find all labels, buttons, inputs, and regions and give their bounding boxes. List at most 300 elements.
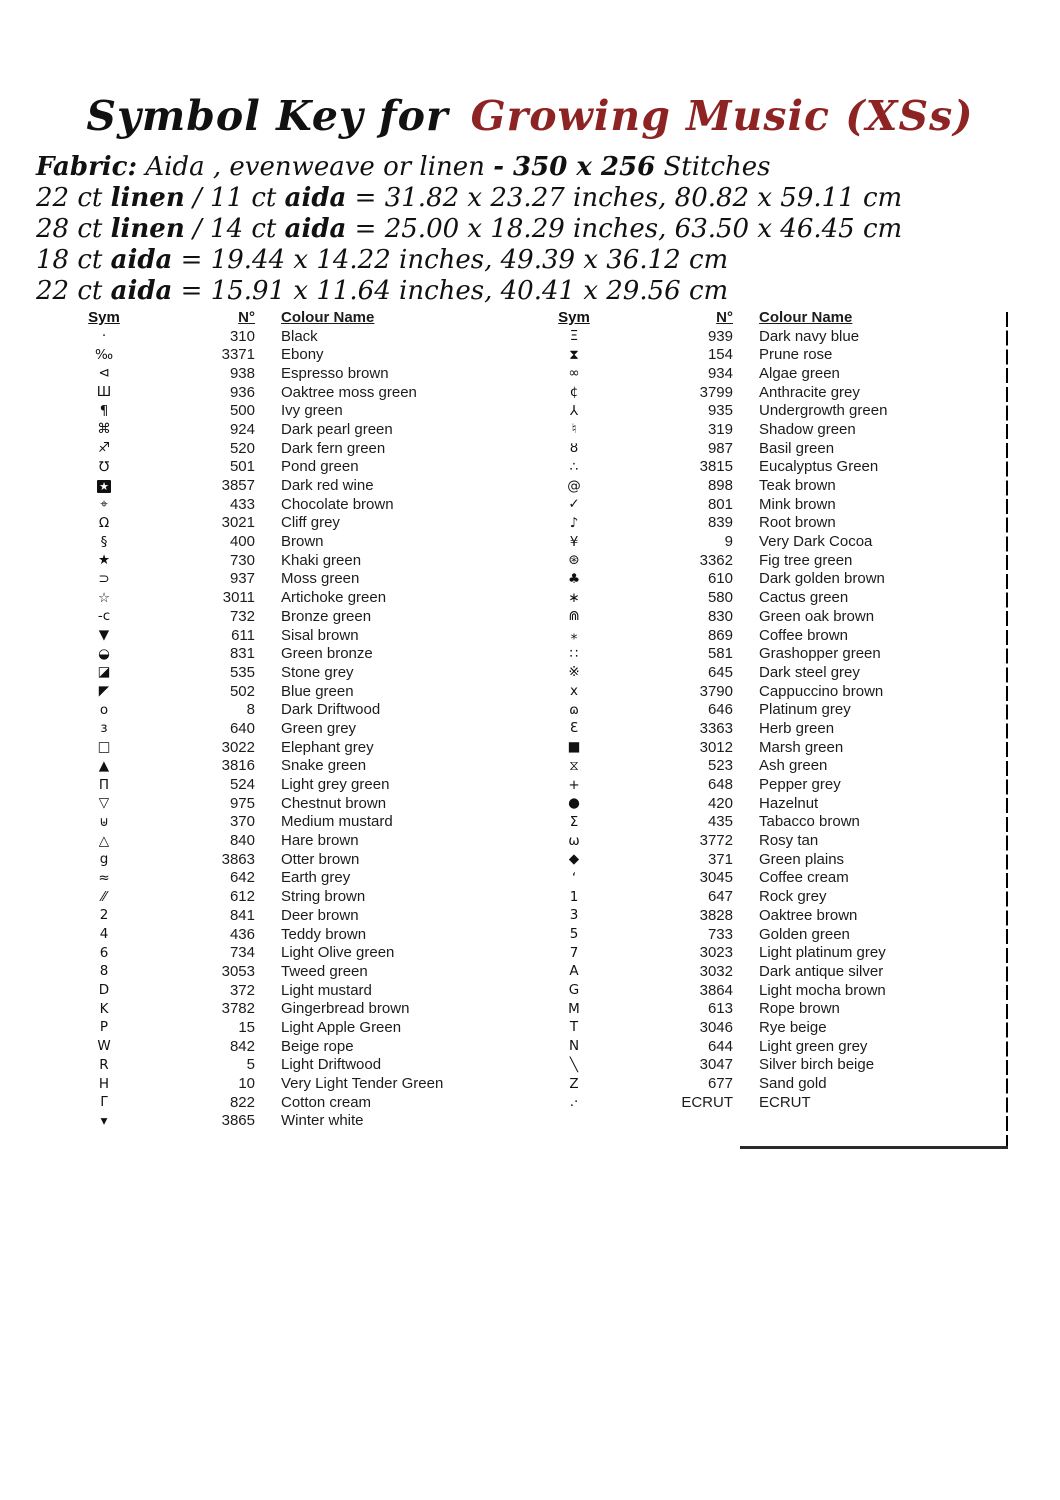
- table-row: [545, 831, 1000, 850]
- symbol-glyph: △: [98, 832, 110, 849]
- table-row: [545, 943, 1000, 962]
- symbol-glyph: ⅄: [569, 402, 579, 419]
- thread-number: 8: [246, 701, 255, 719]
- symbol-glyph: ◪: [97, 664, 111, 681]
- table-row: [545, 588, 1000, 607]
- table-row: [545, 1074, 1000, 1093]
- thread-number: 610: [707, 570, 733, 588]
- colour-name: Rope brown: [759, 1000, 840, 1018]
- colour-name: Sisal brown: [281, 626, 359, 644]
- table-row: [75, 495, 515, 514]
- table-row: [545, 1093, 1000, 1112]
- symbol-glyph: ⊃: [98, 570, 110, 587]
- colour-name: Beige rope: [281, 1037, 354, 1055]
- header-colour-name: Colour Name: [281, 308, 375, 326]
- colour-name: Tabacco brown: [759, 813, 860, 831]
- thread-number: 580: [707, 589, 733, 607]
- colour-name: Hare brown: [281, 832, 359, 850]
- thread-number: 154: [707, 346, 733, 364]
- thread-number: 523: [707, 757, 733, 775]
- table-row: [545, 532, 1000, 551]
- colour-name: Earth grey: [281, 869, 351, 887]
- table-row: [545, 700, 1000, 719]
- thread-number: 3772: [699, 832, 733, 850]
- symbol-glyph: ʻ: [571, 869, 577, 886]
- symbol-glyph: ●: [568, 795, 580, 812]
- colour-name: Oaktree moss green: [281, 383, 417, 401]
- table-row: [75, 1093, 515, 1112]
- symbol-glyph: ♪: [569, 514, 579, 531]
- thread-number: 3362: [699, 551, 733, 569]
- symbol-glyph: ▾: [100, 1112, 108, 1129]
- symbol-key-table-right: [545, 308, 1000, 1112]
- colour-name: Dark steel grey: [759, 663, 860, 681]
- symbol-glyph: 3: [569, 907, 579, 924]
- thread-number: 3032: [699, 962, 733, 980]
- table-right-border: [1006, 312, 1008, 1148]
- thread-number: 433: [229, 495, 255, 513]
- symbol-glyph: ★: [97, 552, 111, 569]
- colour-name: Green bronze: [281, 645, 373, 663]
- table-row: [545, 401, 1000, 420]
- symbol-glyph: 7: [569, 944, 579, 961]
- thread-number: 520: [229, 439, 255, 457]
- symbol-glyph: 8: [99, 963, 109, 980]
- colour-name: Blue green: [281, 682, 354, 700]
- colour-name: Ebony: [281, 346, 324, 364]
- colour-name: Medium mustard: [281, 813, 393, 831]
- table-row: [75, 682, 515, 701]
- colour-name: Golden green: [759, 925, 850, 943]
- symbol-glyph: H: [98, 1075, 110, 1092]
- symbol-glyph: ⊲: [98, 365, 110, 382]
- table-row: [545, 869, 1000, 888]
- table-row: [75, 364, 515, 383]
- colour-name: Moss green: [281, 570, 360, 588]
- table-row: [75, 906, 515, 925]
- thread-number: 3046: [699, 1018, 733, 1036]
- symbol-glyph: ℧: [98, 458, 110, 475]
- symbol-glyph: W: [97, 1038, 111, 1055]
- thread-number: ECRUT: [681, 1093, 733, 1111]
- thread-number: 3864: [699, 981, 733, 999]
- colour-name: Marsh green: [759, 738, 844, 756]
- thread-number: 500: [229, 402, 255, 420]
- colour-name: Pond green: [281, 458, 359, 476]
- symbol-glyph: 2: [99, 907, 109, 924]
- colour-name: Light Apple Green: [281, 1018, 402, 1036]
- colour-name: Tweed green: [281, 962, 368, 980]
- thread-number: 938: [229, 364, 255, 382]
- table-row: [545, 327, 1000, 346]
- table-row: [545, 644, 1000, 663]
- colour-name: Undergrowth green: [759, 402, 888, 420]
- colour-name: Rosy tan: [759, 832, 819, 850]
- table-row: [75, 626, 515, 645]
- colour-name: Basil green: [759, 439, 835, 457]
- colour-name: Black: [281, 327, 318, 345]
- table-row: [75, 458, 515, 477]
- symbol-glyph: ⊛: [568, 552, 580, 569]
- symbol-glyph: ✓: [568, 496, 580, 513]
- thread-number: 842: [229, 1037, 255, 1055]
- symbol-glyph: ♮: [571, 421, 577, 438]
- table-row: [545, 570, 1000, 589]
- thread-number: 10: [238, 1075, 255, 1093]
- thread-number: 732: [229, 607, 255, 625]
- table-row: [75, 1074, 515, 1093]
- colour-name: Dark red wine: [281, 477, 374, 495]
- symbol-glyph: ∴: [569, 458, 579, 475]
- thread-number: 3815: [699, 458, 733, 476]
- table-row: [75, 700, 515, 719]
- colour-name: Dark pearl green: [281, 420, 393, 438]
- thread-number: 730: [229, 551, 255, 569]
- colour-name: Light mustard: [281, 981, 372, 999]
- symbol-glyph: -c: [97, 608, 111, 625]
- table-row: [75, 1037, 515, 1056]
- symbol-glyph: ◤: [98, 683, 110, 700]
- thread-number: 733: [707, 925, 733, 943]
- page-title: [0, 92, 1060, 140]
- thread-number: 420: [707, 794, 733, 812]
- symbol-glyph: ⋒: [568, 608, 580, 625]
- thread-number: 3371: [221, 346, 255, 364]
- colour-name: Fig tree green: [759, 551, 853, 569]
- thread-number: 535: [229, 663, 255, 681]
- symbol-glyph: ∷: [569, 645, 579, 662]
- table-row: [545, 906, 1000, 925]
- table-row: [75, 813, 515, 832]
- header-sym: Sym: [88, 308, 120, 326]
- colour-name: Ivy green: [281, 402, 343, 420]
- thread-number: 647: [707, 888, 733, 906]
- symbol-glyph: ¢: [569, 384, 579, 401]
- table-row: [75, 962, 515, 981]
- symbol-glyph: ☆: [97, 589, 111, 606]
- thread-number: 3363: [699, 719, 733, 737]
- thread-number: 3053: [221, 962, 255, 980]
- table-body-left: [75, 327, 515, 1131]
- symbol-glyph: ∞: [568, 365, 580, 382]
- table-row: [75, 345, 515, 364]
- symbol-glyph: Z: [569, 1075, 579, 1092]
- symbol-glyph: ω: [568, 832, 580, 849]
- colour-name: Light mocha brown: [759, 981, 886, 999]
- table-row: [75, 831, 515, 850]
- table-row: [545, 458, 1000, 477]
- colour-name: Chocolate brown: [281, 495, 394, 513]
- table-row: [75, 532, 515, 551]
- table-row: [75, 401, 515, 420]
- thread-number: 939: [707, 327, 733, 345]
- colour-name: Green grey: [281, 719, 357, 737]
- symbol-glyph: M: [568, 1000, 580, 1017]
- colour-name: Light platinum grey: [759, 944, 886, 962]
- colour-name: Brown: [281, 533, 324, 551]
- colour-name: Root brown: [759, 514, 836, 532]
- colour-name: String brown: [281, 888, 366, 906]
- thread-number: 3865: [221, 1112, 255, 1130]
- thread-number: 987: [707, 439, 733, 457]
- colour-name: Teddy brown: [281, 925, 367, 943]
- symbol-glyph: A: [569, 963, 579, 980]
- table-body-right: [545, 327, 1000, 1112]
- colour-name: Deer brown: [281, 906, 359, 924]
- symbol-glyph: o: [99, 701, 109, 718]
- symbol-glyph: N: [568, 1038, 580, 1055]
- table-row: [75, 850, 515, 869]
- thread-number: 435: [707, 813, 733, 831]
- colour-name: Snake green: [281, 757, 367, 775]
- colour-name: Khaki green: [281, 551, 362, 569]
- thread-number: 613: [707, 1000, 733, 1018]
- table-row: [545, 719, 1000, 738]
- thread-number: 400: [229, 533, 255, 551]
- table-row: [75, 925, 515, 944]
- symbol-glyph: ⌘: [97, 421, 111, 438]
- table-row: [75, 588, 515, 607]
- symbol-glyph: ⊎: [99, 813, 109, 830]
- fabric-line: 18 ct aida = 19.44 x 14.22 inches, 49.39 x 36.12 cm: [36, 245, 729, 275]
- colour-name: Green plains: [759, 850, 845, 868]
- table-row: [75, 943, 515, 962]
- thread-number: 9: [724, 533, 733, 551]
- table-row: [545, 981, 1000, 1000]
- colour-name: Shadow green: [759, 420, 856, 438]
- colour-name: Gingerbread brown: [281, 1000, 410, 1018]
- table-row: [75, 383, 515, 402]
- symbol-glyph: ◆: [568, 851, 580, 868]
- symbol-glyph: Ω: [98, 514, 110, 531]
- thread-number: 15: [238, 1018, 255, 1036]
- colour-name: Coffee brown: [759, 626, 848, 644]
- thread-number: 3799: [699, 383, 733, 401]
- thread-number: 502: [229, 682, 255, 700]
- table-row: [75, 738, 515, 757]
- thread-number: 3816: [221, 757, 255, 775]
- symbol-glyph: P: [99, 1019, 109, 1036]
- thread-number: 581: [707, 645, 733, 663]
- header-sym: Sym: [558, 308, 590, 326]
- colour-name: Prune rose: [759, 346, 833, 364]
- thread-number: 677: [707, 1075, 733, 1093]
- thread-number: 935: [707, 402, 733, 420]
- table-row: [75, 1112, 515, 1131]
- colour-name: Espresso brown: [281, 364, 389, 382]
- colour-name: Coffee cream: [759, 869, 849, 887]
- fabric-line: 28 ct linen / 14 ct aida = 25.00 x 18.29 inches, 63.50 x 46.45 cm: [36, 214, 903, 244]
- colour-name: Cotton cream: [281, 1093, 372, 1111]
- colour-name: Light green grey: [759, 1037, 868, 1055]
- thread-number: 801: [707, 495, 733, 513]
- header-colour-name: Colour Name: [759, 308, 853, 326]
- colour-name: Light grey green: [281, 776, 390, 794]
- title-pattern-name: Growing Music (XSs): [470, 92, 974, 140]
- symbol-glyph: ⧖: [569, 757, 579, 774]
- thread-number: 371: [707, 850, 733, 868]
- thread-number: 644: [707, 1037, 733, 1055]
- thread-number: 310: [229, 327, 255, 345]
- colour-name: Light Driftwood: [281, 1056, 382, 1074]
- table-row: [545, 420, 1000, 439]
- symbol-glyph: §: [100, 533, 108, 550]
- symbol-glyph: ɷ: [569, 701, 579, 718]
- thread-number: 934: [707, 364, 733, 382]
- symbol-glyph: ¥: [569, 533, 579, 550]
- symbol-glyph: ·: [101, 328, 107, 345]
- colour-name: ECRUT: [759, 1093, 811, 1111]
- thread-number: 611: [231, 626, 255, 644]
- thread-number: 898: [707, 477, 733, 495]
- table-row: [545, 439, 1000, 458]
- symbol-glyph: ◒: [98, 645, 110, 662]
- colour-name: Bronze green: [281, 607, 372, 625]
- symbol-glyph: T: [569, 1019, 579, 1036]
- table-header: [545, 308, 1000, 327]
- table-row: [75, 476, 515, 495]
- thread-number: 436: [229, 925, 255, 943]
- colour-name: Teak brown: [759, 477, 836, 495]
- thread-number: 3045: [699, 869, 733, 887]
- thread-number: 3863: [221, 850, 255, 868]
- thread-number: 372: [229, 981, 255, 999]
- table-row: [75, 887, 515, 906]
- table-row: [545, 364, 1000, 383]
- table-row: [545, 663, 1000, 682]
- table-row: [545, 626, 1000, 645]
- table-row: [545, 813, 1000, 832]
- colour-name: Cliff grey: [281, 514, 340, 532]
- colour-name: Cactus green: [759, 589, 849, 607]
- symbol-glyph: R: [99, 1056, 109, 1073]
- symbol-glyph: ȣ: [569, 440, 579, 457]
- symbol-glyph: ▲: [98, 757, 110, 774]
- thread-number: 370: [229, 813, 255, 831]
- thread-number: 3782: [221, 1000, 255, 1018]
- colour-name: Mink brown: [759, 495, 836, 513]
- symbol-glyph: 1: [569, 888, 579, 905]
- table-row: [75, 420, 515, 439]
- colour-name: Light Olive green: [281, 944, 395, 962]
- table-row: [545, 850, 1000, 869]
- symbol-glyph: Ш: [96, 384, 112, 401]
- table-bottom-border: [740, 1146, 1008, 1149]
- table-row: [545, 495, 1000, 514]
- symbol-glyph: ▼: [98, 627, 110, 644]
- symbol-glyph: ♣: [567, 570, 581, 587]
- table-header: [75, 308, 515, 327]
- thread-number: 3790: [699, 682, 733, 700]
- symbol-glyph: ■: [567, 739, 581, 756]
- thread-number: 841: [229, 906, 255, 924]
- table-row: [545, 551, 1000, 570]
- colour-name: Green oak brown: [759, 607, 875, 625]
- table-row: [75, 1018, 515, 1037]
- thread-number: 3047: [699, 1056, 733, 1074]
- table-row: [75, 327, 515, 346]
- table-row: [75, 869, 515, 888]
- colour-name: Chestnut brown: [281, 794, 387, 812]
- thread-number: 5: [246, 1056, 255, 1074]
- symbol-glyph: +: [568, 776, 580, 793]
- table-row: [545, 794, 1000, 813]
- colour-name: Ash green: [759, 757, 828, 775]
- table-row: [545, 738, 1000, 757]
- thread-number: 3011: [222, 589, 255, 607]
- symbol-glyph: 4: [99, 926, 109, 943]
- table-row: [545, 514, 1000, 533]
- table-row: [75, 663, 515, 682]
- table-row: [545, 1056, 1000, 1075]
- colour-name: Grashopper green: [759, 645, 881, 663]
- symbol-glyph: Ξ: [569, 328, 579, 345]
- symbol-glyph: ⁄⁄: [101, 888, 107, 905]
- table-row: [75, 570, 515, 589]
- table-row: [545, 476, 1000, 495]
- thread-number: 648: [707, 776, 733, 794]
- thread-number: 3857: [221, 477, 255, 495]
- symbol-glyph: ¶: [99, 402, 109, 419]
- thread-number: 501: [229, 458, 255, 476]
- colour-name: Pepper grey: [759, 776, 841, 794]
- fabric-info: [36, 152, 902, 307]
- symbol-glyph: ♐: [97, 440, 111, 457]
- symbol-glyph: D: [98, 982, 110, 999]
- symbol-glyph: G: [568, 982, 580, 999]
- table-row: [75, 999, 515, 1018]
- thread-number: 524: [229, 776, 255, 794]
- colour-name: Dark Driftwood: [281, 701, 381, 719]
- colour-name: Rock grey: [759, 888, 827, 906]
- colour-name: Silver birch beige: [759, 1056, 875, 1074]
- table-row: [545, 345, 1000, 364]
- symbol-glyph: ⌖: [100, 496, 108, 513]
- symbol-glyph: 6: [99, 944, 109, 961]
- header-number: N°: [238, 308, 255, 326]
- colour-name: Oaktree brown: [759, 906, 858, 924]
- thread-number: 640: [229, 719, 255, 737]
- symbol-glyph: Π: [98, 776, 110, 793]
- table-row: [75, 981, 515, 1000]
- symbol-glyph: ⧗: [569, 346, 579, 363]
- thread-number: 840: [229, 832, 255, 850]
- thread-number: 645: [707, 663, 733, 681]
- thread-number: 646: [707, 701, 733, 719]
- colour-name: Dark navy blue: [759, 327, 860, 345]
- colour-name: Artichoke green: [281, 589, 387, 607]
- header-number: N°: [716, 308, 733, 326]
- colour-name: Algae green: [759, 364, 840, 382]
- table-row: [545, 887, 1000, 906]
- symbol-glyph: Ɛ: [569, 720, 579, 737]
- colour-name: Very Light Tender Green: [281, 1075, 444, 1093]
- colour-name: Winter white: [281, 1112, 364, 1130]
- thread-number: 612: [229, 888, 255, 906]
- colour-name: Otter brown: [281, 850, 360, 868]
- thread-number: 3021: [221, 514, 255, 532]
- thread-number: 975: [229, 794, 255, 812]
- colour-name: Rye beige: [759, 1018, 827, 1036]
- colour-name: Hazelnut: [759, 794, 819, 812]
- table-row: [75, 514, 515, 533]
- colour-name: Platinum grey: [759, 701, 851, 719]
- thread-number: 3022: [221, 738, 255, 756]
- symbol-glyph: 5: [569, 926, 579, 943]
- symbol-glyph: ⁎: [570, 627, 578, 644]
- symbol-glyph: ɜ: [100, 720, 108, 737]
- symbol-glyph: ≈: [98, 869, 110, 886]
